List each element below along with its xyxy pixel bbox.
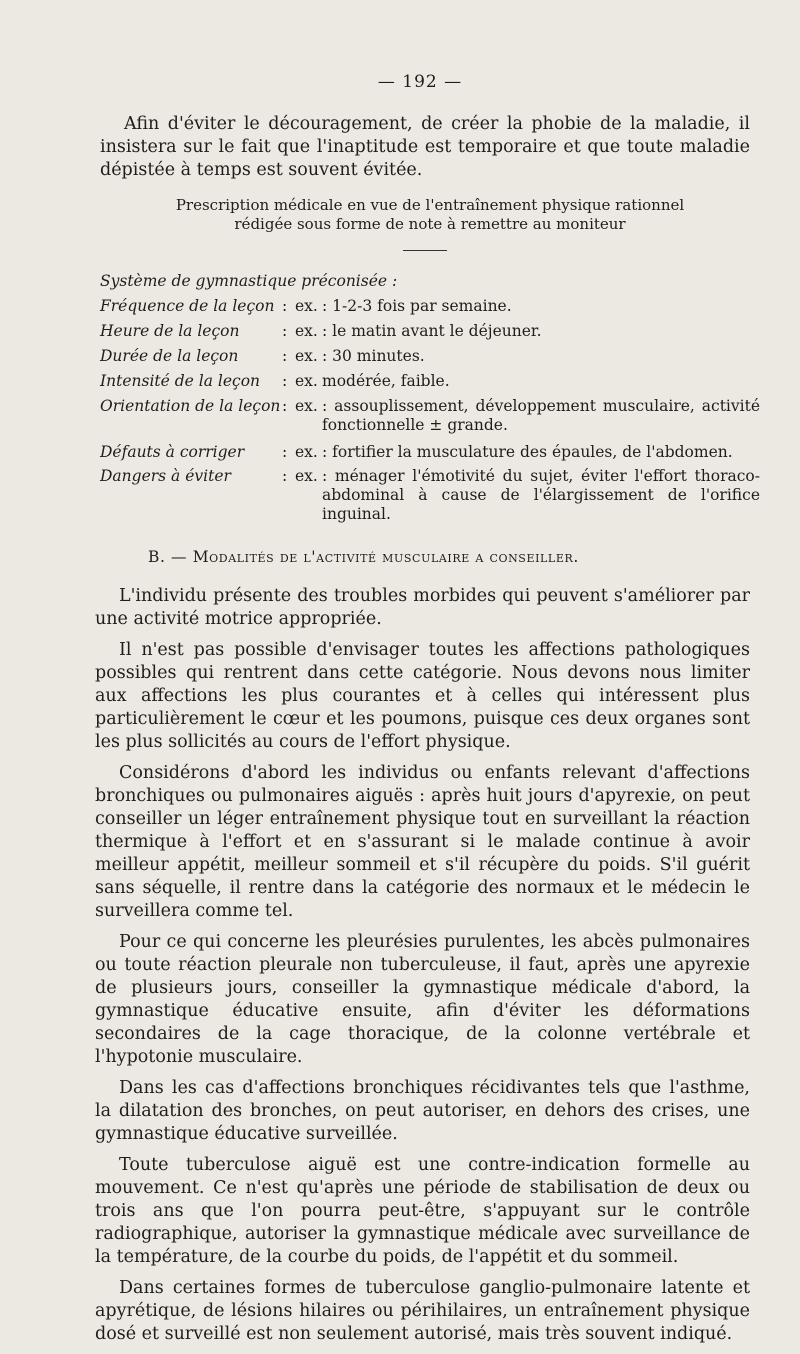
row-colon: : xyxy=(282,372,288,390)
system-title: Système de gymnastique préconisée : xyxy=(100,272,398,290)
row-ex: ex. xyxy=(295,467,318,485)
row-label: Défauts à corriger xyxy=(100,443,245,461)
paragraph-2: Il n'est pas possible d'envisager toutes les affections pathologiques possibles qui rentrent dans cette catégorie. Nous devons nous limiter aux affections les plus courantes et à celles qui intéressent plus particulièrement le cœur et les poumons, puisque ces deux organes sont les plus sollicités au cours de l'effort physique. xyxy=(95,640,750,752)
row-label: Fréquence de la leçon xyxy=(100,297,275,315)
row-value: modérée, faible. xyxy=(322,372,450,390)
row-colon: : xyxy=(282,347,288,365)
row-colon: : xyxy=(282,322,288,340)
section-heading xyxy=(148,548,579,566)
paragraph-7: Dans certaines formes de tuberculose ganglio-pulmonaire latente et apyrétique, de lésions hilaires ou périhilaires, un entraînement physique dosé et surveillé est non seulement autorisé, mais très souvent indiqué. xyxy=(95,1278,750,1344)
paragraph-6: Toute tuberculose aiguë est une contre-indication formelle au mouvement. Ce n'est qu'après une période de stabilisation de deux ou trois ans que l'on pourra peut-être, s'appuyant sur le contrôle radiographique, autoriser la gymnastique médicale avec surveillance de la température, de la courbe du poids, de l'appétit et du sommeil. xyxy=(95,1155,750,1267)
row-ex: ex. xyxy=(295,443,318,461)
prescription-heading-line2: rédigée sous forme de note à remettre au moniteur xyxy=(234,215,626,233)
section-title: Modalités de l'activité musculaire a conseiller. xyxy=(192,548,579,566)
row-value: : assouplissement, développement musculaire, activité fonctionnelle ± grande. xyxy=(322,397,760,434)
row-ex: ex. xyxy=(295,372,318,390)
row-colon: : xyxy=(282,397,288,415)
row-colon: : xyxy=(282,297,288,315)
row-ex: ex. xyxy=(295,397,318,415)
row-value: : ménager l'émotivité du sujet, éviter l'effort thoraco-abdominal à cause de l'élargissement de l'orifice inguinal. xyxy=(322,467,760,523)
row-value: : 1-2-3 fois par semaine. xyxy=(322,297,512,315)
row-value: : 30 minutes. xyxy=(322,347,425,365)
row-ex: ex. xyxy=(295,297,318,315)
paragraph-5: Dans les cas d'affections bronchiques récidivantes tels que l'asthme, la dilatation des bronches, on peut autoriser, en dehors des crises, une gymnastique éducative surveillée. xyxy=(95,1078,750,1144)
row-label: Dangers à éviter xyxy=(100,467,231,485)
row-colon: : xyxy=(282,443,288,461)
paragraph-1: L'individu présente des troubles morbides qui peuvent s'améliorer par une activité motrice appropriée. xyxy=(95,586,750,629)
row-value: : fortifier la musculature des épaules, de l'abdomen. xyxy=(322,443,733,461)
paragraph-4: Pour ce qui concerne les pleurésies purulentes, les abcès pulmonaires ou toute réaction pleurale non tuberculeuse, il faut, après une apyrexie de plusieurs jours, conseiller la gymnastique médicale d'abord, la gymnastique éducative ensuite, afin d'éviter les déformations secondaires de la cage thoracique, de la colonne vertébrale et l'hypotonie musculaire. xyxy=(95,932,750,1067)
prescription-heading xyxy=(90,196,770,234)
row-ex: ex. xyxy=(295,322,318,340)
row-colon: : xyxy=(282,467,288,485)
section-letter: B. — xyxy=(148,548,188,566)
paragraph-3: Considérons d'abord les individus ou enfants relevant d'affections bronchiques ou pulmonaires aiguës : après huit jours d'apyrexie, on peut conseiller un léger entraînement physique tout en surveillant la réaction thermique à l'effort et en s'assurant si le malade continue à avoir meilleur appétit, meilleur sommeil et s'il récupère du poids. S'il guérit sans séquelle, il rentre dans la catégorie des normaux et le médecin le surveillera comme tel. xyxy=(95,763,750,921)
page-number: — 192 — xyxy=(377,72,463,92)
body-text xyxy=(95,585,750,1354)
row-label: Intensité de la leçon xyxy=(100,372,261,390)
row-label: Heure de la leçon xyxy=(100,322,240,340)
prescription-heading-line1: Prescription médicale en vue de l'entraînement physique rationnel xyxy=(175,196,685,214)
row-label: Orientation de la leçon xyxy=(100,397,281,415)
divider-rule xyxy=(403,250,447,251)
row-ex: ex. xyxy=(295,347,318,365)
row-value: : le matin avant le déjeuner. xyxy=(322,322,542,340)
intro-paragraph: Afin d'éviter le découragement, de créer la phobie de la maladie, il insistera sur le fait que l'inaptitude est temporaire et que toute maladie dépistée à temps est souvent évitée. xyxy=(100,114,750,180)
row-label: Durée de la leçon xyxy=(100,347,239,365)
